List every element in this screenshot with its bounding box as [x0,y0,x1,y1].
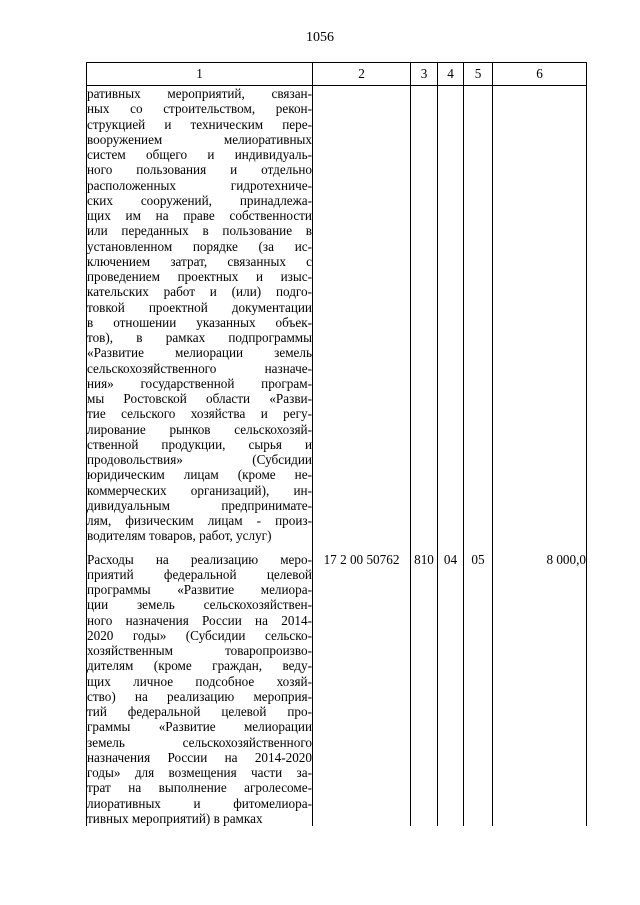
row-amount: 8 000,0 [493,544,587,827]
row-description [87,86,313,544]
budget-table [86,62,587,826]
description-line: Расходы на реализацию меро- [87,551,312,567]
description-line: кательских работ и (или) подго- [87,284,312,300]
description-line: систем общего и индивидуаль- [87,147,312,162]
description-line: хозяйственным товаропроизво- [87,643,312,658]
row-rz: 04 [438,544,464,827]
row-code: 17 2 00 50762 [313,544,411,827]
header-col-3: 3 [411,63,438,86]
description-line: товкой проектной документации [87,299,312,315]
description-line: ративных мероприятий, связан- [87,86,312,101]
description-line: ных со строительством, рекон- [87,101,312,117]
description-line: установленном порядке (за ис- [87,238,312,254]
description-text [87,86,312,544]
description-line: годы» для возмещения части за- [87,765,312,780]
page-number: 1056 [306,30,334,45]
description-line: тов), в рамках подпрограммы [87,330,312,345]
description-line: ственной продукции, сырья и [87,436,312,452]
description-line: лям, физическим лицам - произ- [87,513,312,528]
description-line: сельскохозяйственного назначе- [87,360,312,376]
description-line: назначения России на 2014-2020 [87,749,312,765]
row-vr [411,86,438,544]
description-line: ного пользования и отдельно [87,162,312,178]
header-col-1: 1 [87,63,313,86]
description-line: тий федеральной целевой про- [87,704,312,719]
description-line: дителям (кроме граждан, веду- [87,658,312,674]
description-line: струкцией и техническим пере- [87,116,312,132]
row-pr [464,86,493,544]
description-line: тие сельского хозяйства и регу- [87,406,312,422]
row-rz [438,86,464,544]
description-line: щих им на праве собственности [87,208,312,223]
description-line: ских сооружений, принадлежа- [87,192,312,208]
row-pr: 05 [464,544,493,827]
header-col-4: 4 [438,63,464,86]
description-line: ключением затрат, связанных с [87,253,312,269]
row-vr: 810 [411,544,438,827]
table-row [87,544,587,827]
header-col-5: 5 [464,63,493,86]
description-line: водителям товаров, работ, услуг) [87,528,272,544]
description-line: в отношении указанных объек- [87,314,312,330]
description-line: 2020 годы» (Субсидии сельско- [87,627,312,643]
description-text [87,552,312,827]
description-line: программы «Развитие мелиора- [87,582,312,597]
description-line: ного назначения России на 2014- [87,612,312,628]
description-line: лирование рынков сельскохозяй- [87,421,312,437]
description-line: граммы «Развитие мелиорации [87,719,312,735]
description-line: ния» государственной програм- [87,375,312,391]
description-line: лиоративных и фитомелиора- [87,795,312,811]
description-line: проведением проектных и изыс- [87,269,312,284]
description-line: ции земель сельскохозяйствен- [87,597,312,613]
description-line: приятий федеральной целевой [87,566,312,582]
header-col-2: 2 [313,63,411,86]
description-line: тивных мероприятий) в рамках [87,810,263,826]
description-line: ство) на реализацию мероприя- [87,688,312,704]
description-line: щих личное подсобное хозяй- [87,673,312,689]
row-amount [493,86,587,544]
description-line: «Развитие мелиорации земель [87,345,312,361]
row-code [313,86,411,544]
table-header-row [87,63,587,86]
description-line: коммерческих организаций), ин- [87,482,312,498]
description-line: вооружением мелиоративных [87,131,312,147]
description-line: расположенных гидротехниче- [87,177,312,193]
description-line: дивидуальным предпринимате- [87,497,312,513]
header-col-6: 6 [493,63,587,86]
description-line: юридическим лицам (кроме не- [87,467,312,483]
table-row [87,86,587,544]
description-line: мы Ростовской области «Разви- [87,391,312,406]
row-description [87,544,313,827]
description-line: или переданных в пользование в [87,223,312,239]
description-line: продовольствия» (Субсидии [87,452,312,467]
description-line: земель сельскохозяйственного [87,734,312,750]
description-line: трат на выполнение агролесоме- [87,780,312,796]
